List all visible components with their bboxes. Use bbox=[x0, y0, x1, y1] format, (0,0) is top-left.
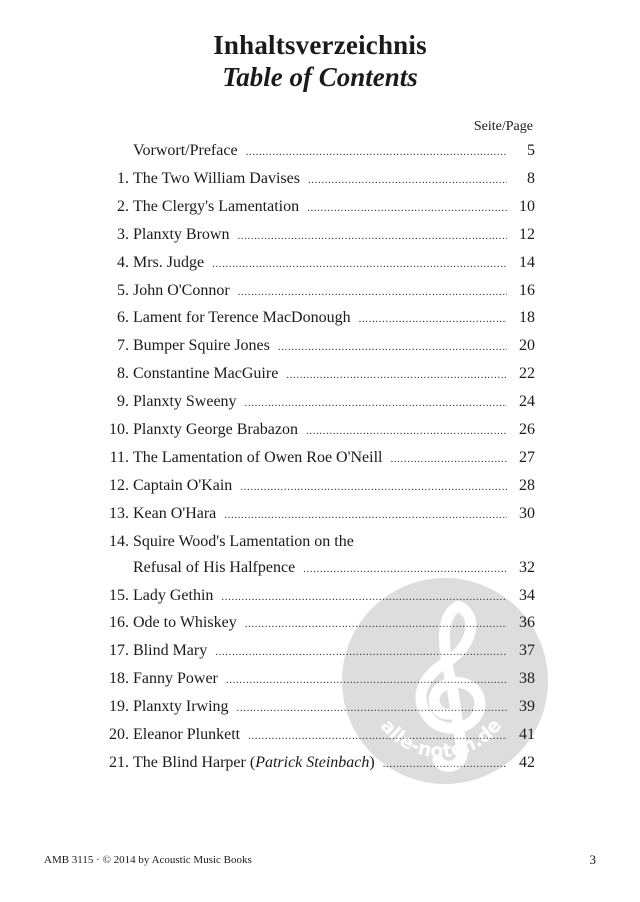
toc-entry-page: 24 bbox=[519, 393, 535, 411]
toc-entry bbox=[105, 694, 535, 722]
toc-entry-title: Vorwort/Preface bbox=[133, 142, 238, 159]
toc-entry-page: 16 bbox=[519, 281, 535, 299]
toc-entry-title: Planxty George Brabazon bbox=[133, 421, 298, 439]
toc-entry-title: Fanny Power bbox=[133, 670, 218, 688]
toc-entry-number: 16. bbox=[109, 614, 129, 632]
toc-entry bbox=[105, 194, 535, 222]
toc-entry-title: Lady Gethin bbox=[133, 586, 214, 604]
toc-entry-number: 13. bbox=[109, 504, 129, 522]
toc-entry-number: 8. bbox=[117, 365, 129, 383]
toc-entry-title: Lament for Terence MacDonough bbox=[133, 309, 351, 327]
toc-entry-page: 12 bbox=[519, 225, 535, 243]
toc-entry-page: 39 bbox=[519, 698, 535, 716]
toc-entry-number: 2. bbox=[117, 197, 129, 215]
toc-entry-credit: Patrick Steinbach bbox=[255, 753, 370, 771]
toc-dot-leader bbox=[221, 585, 507, 611]
toc-entry-title: The Blind Harper (Patrick Steinbach) bbox=[133, 753, 375, 771]
toc-entry-title: Constantine MacGuire bbox=[133, 365, 279, 383]
toc-entry-title: Planxty Irwing bbox=[133, 698, 229, 716]
toc-entry-title: Blind Mary bbox=[133, 642, 208, 660]
table-of-contents bbox=[105, 138, 535, 778]
toc-entry-page: 41 bbox=[519, 726, 535, 744]
toc-entry-number: 4. bbox=[117, 253, 129, 271]
toc-entry-title: Eleanor Plunkett bbox=[133, 726, 241, 744]
toc-entry bbox=[105, 166, 535, 194]
toc-entry-number: 3. bbox=[117, 225, 129, 243]
toc-entry bbox=[105, 250, 535, 278]
toc-entry bbox=[105, 722, 535, 750]
toc-dot-leader bbox=[278, 335, 507, 361]
toc-entry bbox=[105, 473, 535, 501]
toc-entry-number: 1. bbox=[117, 169, 129, 187]
page-column-label: Seite/Page bbox=[473, 119, 533, 134]
toc-entry bbox=[105, 666, 535, 694]
toc-entry-number: 5. bbox=[117, 281, 129, 299]
toc-entry-title: Bumper Squire Jones bbox=[133, 337, 270, 355]
toc-entry-title: Planxty Brown bbox=[133, 225, 230, 243]
toc-entry bbox=[105, 610, 535, 638]
toc-entry-page: 37 bbox=[519, 642, 535, 660]
toc-entry-number: 21. bbox=[109, 753, 129, 771]
toc-entry bbox=[105, 555, 535, 583]
toc-dot-leader bbox=[306, 419, 507, 445]
toc-dot-leader bbox=[245, 391, 507, 417]
toc-entry-page: 28 bbox=[519, 476, 535, 494]
toc-entry-page: 18 bbox=[519, 309, 535, 327]
toc-dot-leader bbox=[246, 140, 507, 166]
toc-dot-leader bbox=[212, 252, 507, 278]
toc-entry-title: Captain O'Kain bbox=[133, 476, 233, 494]
toc-entry-page: 10 bbox=[519, 197, 535, 215]
toc-dot-leader bbox=[226, 668, 507, 694]
toc-entry-page: 26 bbox=[519, 421, 535, 439]
toc-entry-title-continued: Refusal of His Halfpence bbox=[133, 558, 296, 576]
toc-dot-leader bbox=[390, 447, 507, 473]
toc-entry-number: 12. bbox=[109, 476, 129, 494]
toc-dot-leader bbox=[383, 752, 507, 778]
toc-dot-leader bbox=[215, 640, 507, 666]
toc-dot-leader bbox=[286, 363, 507, 389]
toc-entry-number: 17. bbox=[109, 642, 129, 660]
toc-entry-title: The Two William Davises bbox=[133, 169, 300, 187]
toc-dot-leader bbox=[248, 724, 507, 750]
toc-entry-title: Squire Wood's Lamentation on the bbox=[133, 532, 354, 550]
toc-entry-page: 14 bbox=[519, 253, 535, 271]
toc-entry-title: The Clergy's Lamentation bbox=[133, 197, 300, 215]
toc-entry bbox=[105, 445, 535, 473]
toc-entry-number: 6. bbox=[117, 309, 129, 327]
toc-dot-leader bbox=[307, 196, 507, 222]
toc-entry-page: 36 bbox=[519, 614, 535, 632]
toc-entry bbox=[105, 278, 535, 306]
toc-entry-number: 14. bbox=[109, 532, 129, 550]
toc-entry-number: 10. bbox=[109, 421, 129, 439]
toc-entry-page: 5 bbox=[527, 142, 535, 159]
toc-entry bbox=[105, 583, 535, 611]
toc-entry bbox=[105, 138, 535, 166]
toc-entry bbox=[105, 501, 535, 529]
toc-entry bbox=[105, 389, 535, 417]
toc-entry-page: 38 bbox=[519, 670, 535, 688]
toc-entry-number: 20. bbox=[109, 726, 129, 744]
toc-dot-leader bbox=[359, 307, 507, 333]
toc-entry-number: 15. bbox=[109, 586, 129, 604]
toc-entry-number: 11. bbox=[109, 448, 129, 466]
toc-dot-leader bbox=[303, 557, 507, 583]
toc-entry-title: John O'Connor bbox=[133, 281, 230, 299]
toc-dot-leader bbox=[224, 503, 507, 529]
toc-entry bbox=[105, 361, 535, 389]
toc-dot-leader bbox=[237, 224, 507, 250]
toc-entry-page: 8 bbox=[527, 169, 535, 187]
toc-entry bbox=[105, 417, 535, 445]
toc-entry bbox=[105, 638, 535, 666]
toc-entry-page: 30 bbox=[519, 504, 535, 522]
toc-entry-title-text: The Blind Harper bbox=[133, 753, 246, 771]
toc-entry-number: 9. bbox=[117, 393, 129, 411]
footer-copyright: AMB 3115 · © 2014 by Acoustic Music Books bbox=[44, 854, 252, 866]
toc-entry-number: 18. bbox=[109, 670, 129, 688]
toc-entry-title: Kean O'Hara bbox=[133, 504, 217, 522]
toc-entry bbox=[105, 222, 535, 250]
toc-entry-page: 22 bbox=[519, 365, 535, 383]
toc-entry-title: Mrs. Judge bbox=[133, 253, 205, 271]
page-title-german: Inhaltsverzeichnis bbox=[213, 30, 427, 60]
toc-entry bbox=[105, 750, 535, 778]
toc-entry-title: Ode to Whiskey bbox=[133, 614, 237, 632]
toc-entry-title: The Lamentation of Owen Roe O'Neill bbox=[133, 448, 383, 466]
toc-entry-title: Planxty Sweeny bbox=[133, 393, 237, 411]
toc-entry bbox=[105, 305, 535, 333]
toc-entry-page: 42 bbox=[519, 753, 535, 771]
page-title-english: Table of Contents bbox=[222, 62, 418, 92]
toc-dot-leader bbox=[240, 475, 507, 501]
toc-dot-leader bbox=[237, 696, 507, 722]
toc-dot-leader bbox=[238, 280, 507, 306]
toc-entry bbox=[105, 529, 535, 555]
footer-page-number: 3 bbox=[589, 852, 596, 867]
toc-entry-number: 19. bbox=[109, 698, 129, 716]
toc-entry-page: 32 bbox=[519, 558, 535, 576]
toc-entry-page: 34 bbox=[519, 586, 535, 604]
watermark-text: alle-noten.de bbox=[375, 714, 507, 763]
toc-entry bbox=[105, 333, 535, 361]
toc-dot-leader bbox=[245, 612, 507, 638]
toc-entry-number: 7. bbox=[117, 337, 129, 355]
toc-dot-leader bbox=[308, 168, 507, 194]
toc-entry-page: 27 bbox=[519, 448, 535, 466]
toc-entry-page: 20 bbox=[519, 337, 535, 355]
